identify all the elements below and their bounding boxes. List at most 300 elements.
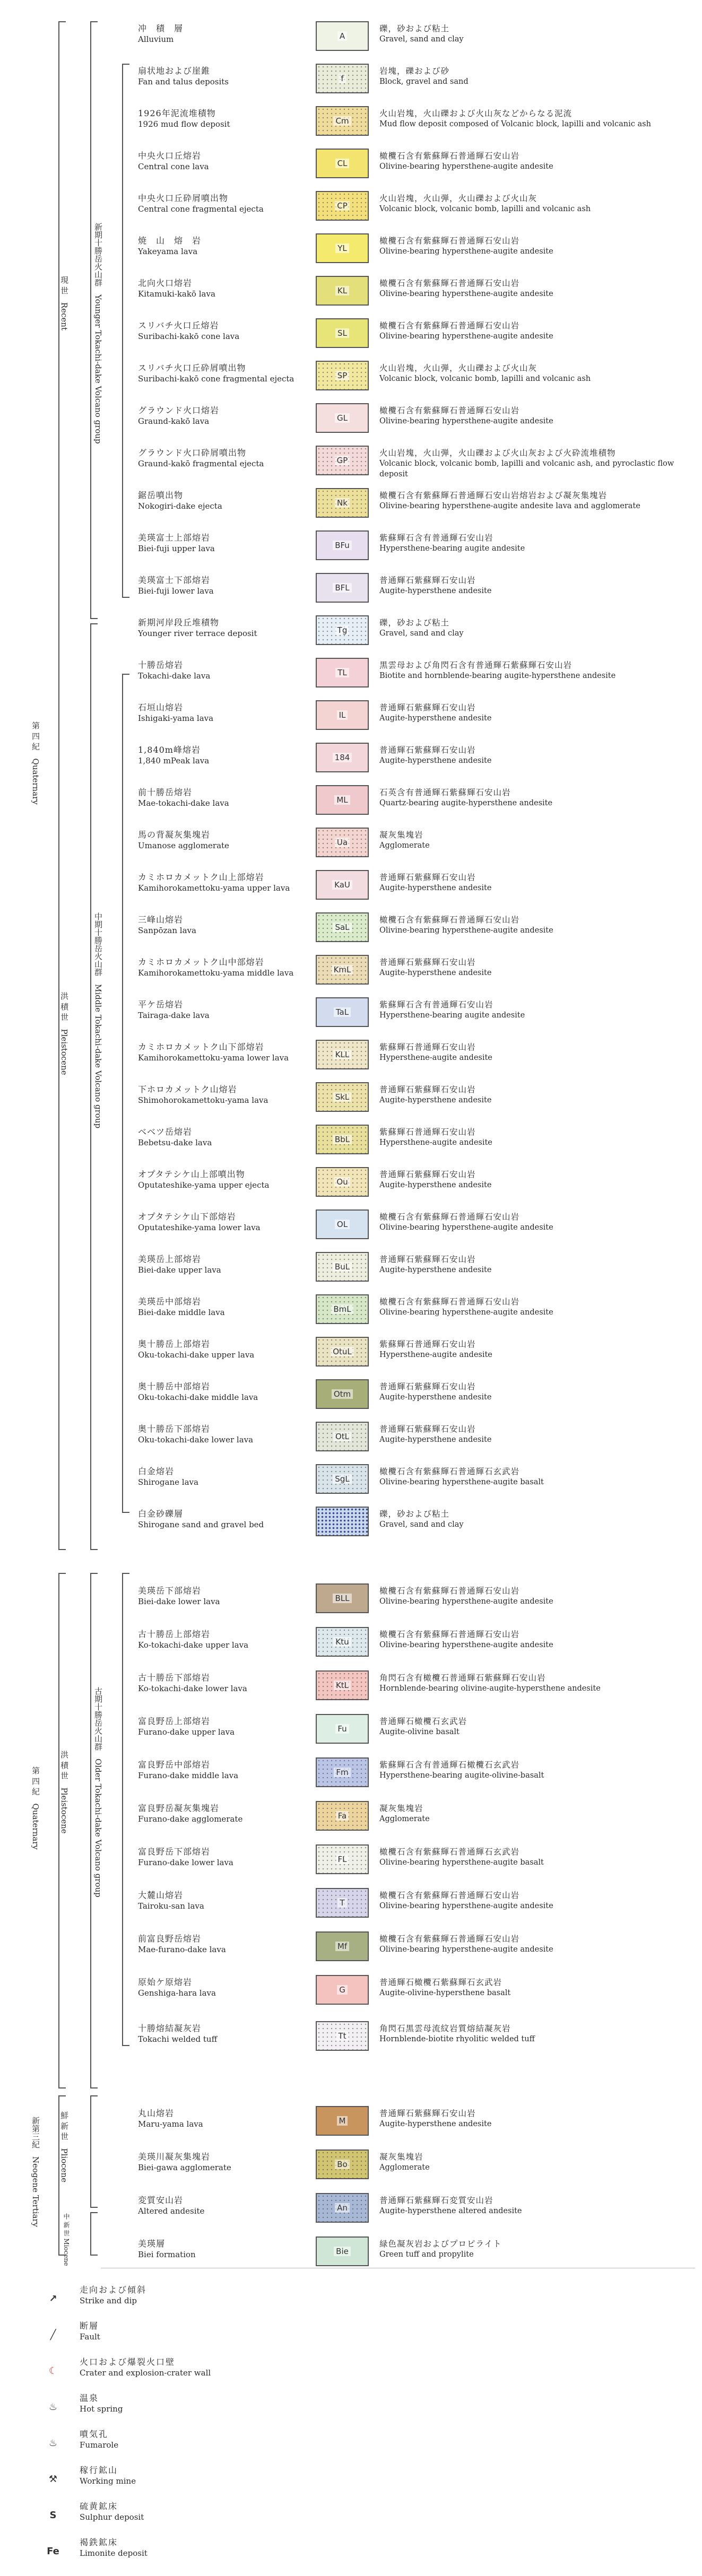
unit-name-jp: カミホロカメットク山中部熔岩 [138,957,264,967]
unit-name-jp: グラウンド火口熔岩 [138,405,220,415]
unit-description-jp: 橄欖石含有紫蘇輝石普通輝石安山岩熔岩および凝灰集塊岩 [379,491,608,500]
map-symbol-label [80,2501,144,2523]
bracket-cap [58,1573,66,1574]
bracket-cap [122,674,129,675]
unit-description-en: Augite-hypersthene andesite [379,1435,492,1444]
unit-name-jp: 新期河岸段丘堆積物 [138,617,220,628]
legend-row [138,950,690,992]
unit-name-en: Genshiga-hara lava [138,1988,216,1998]
neogene-label: 新第三紀 Neogene Tertiary [31,2117,40,2227]
unit-code: BmL [331,1304,353,1314]
unit-description-jp: 橄欖石含有紫蘇輝石普通輝石安山岩 [379,406,520,415]
unit-name [138,1803,313,1824]
map-symbol-en: Crater and explosion-crater wall [80,2368,211,2378]
unit-name [138,1890,313,1911]
unit-name-en: Yakeyama lava [138,247,198,256]
unit-symbol-swatch [316,573,369,603]
unit-name-en: Younger river terrace deposit [138,629,257,638]
recent-label: 現 世 Recent [59,276,69,330]
unit-description [379,957,692,978]
unit-description [379,1424,692,1445]
unit-name-jp: 大麓山熔岩 [138,1890,184,1900]
unit-name-en: Ko-tokachi-dake lower lava [138,1684,247,1693]
legend-row [138,2016,690,2058]
legend-row [138,398,690,440]
unit-name [138,2023,313,2044]
unit-description [379,1673,692,1694]
bracket-cap [90,2212,98,2213]
younger-group-label: 新期十勝岳火山群 Younger Tokachi-dake Volcano group [93,223,103,444]
unit-symbol-swatch [316,700,369,730]
unit-name-jp: オプタテシケ山上部噴出物 [138,1169,245,1179]
unit-symbol-swatch [316,276,369,306]
unit-name-en: Tokachi-dake lava [138,671,211,681]
map-symbol-row [27,2534,398,2576]
unit-code: KtL [334,1681,351,1690]
unit-symbol-swatch [316,615,369,645]
sulphur-icon: S [49,2509,57,2521]
map-symbol-label [80,2392,123,2415]
unit-name [138,363,313,384]
unit-name-en: Altered andesite [138,2206,205,2216]
unit-name [138,151,313,172]
unit-code: IL [337,710,348,720]
unit-name-jp: 富良野岳上部熔岩 [138,1716,211,1726]
bracket-cap [90,623,98,624]
unit-name [138,2108,313,2129]
unit-name [138,278,313,299]
unit-code: CP [335,201,350,211]
unit-symbol-swatch [316,785,369,815]
unit-description-jp: 普通輝石紫蘇輝石安山岩 [379,1255,476,1264]
unit-description-jp: 角閃石含有橄欖石普通輝石紫蘇輝石安山岩 [379,1673,546,1683]
unit-description [379,1296,692,1318]
unit-name [138,1254,313,1275]
unit-name-jp: 美瑛富士下部熔岩 [138,575,211,585]
unit-description-jp: 紫蘇輝石普通輝石安山岩 [379,1042,476,1052]
unit-description-jp: 橄欖石含有紫蘇輝石普通輝石安山岩 [379,321,520,330]
unit-name-en: Kamihorokamettoku-yama middle lava [138,968,294,978]
unit-name-jp: 美瑛岳中部熔岩 [138,1296,202,1307]
unit-name-en: Nokogiri-dake ejecta [138,501,222,511]
unit-description-jp: 火山岩塊，火山礫および火山灰などからなる泥流 [379,109,573,118]
unit-name-en: Mae-tokachi-dake lava [138,798,229,808]
unit-description-en: Olivine-bearing hypersthene-augite andesite [379,417,553,425]
unit-name-en: Biei formation [138,2250,196,2259]
unit-name-en: Furano-dake agglomerate [138,1814,243,1824]
unit-code: BFu [333,541,352,550]
legend-row [138,1331,690,1374]
map-symbol-en: Fault [80,2332,100,2342]
unit-name [138,1169,313,1190]
unit-description [379,1212,692,1233]
unit-name [138,787,313,808]
unit-symbol-swatch [316,828,369,857]
legend-row [138,440,690,483]
unit-name-en: Oputateshike-yama upper ejecta [138,1180,270,1190]
unit-code: BbL [333,1135,352,1144]
unit-description-en: Hornblende-bearing olivine-augite-hypersthene andesite [379,1684,601,1693]
unit-symbol-swatch [316,743,369,772]
unit-code: SgL [333,1474,351,1484]
unit-description-jp: 橄欖石含有紫蘇輝石普通輝石安山岩 [379,236,520,246]
unit-name-jp: 石垣山熔岩 [138,702,184,712]
legend-row [138,1204,690,1247]
unit-name-en: Oku-tokachi-dake lower lava [138,1435,254,1444]
unit-code: 184 [333,753,352,762]
unit-name [138,1977,313,1998]
unit-code: G [337,1985,348,1995]
map-symbol-en: Hot spring [80,2404,123,2414]
unit-name-en: Sanpōzan lava [138,926,196,935]
unit-description-en: Augite-hypersthene andesite [379,1393,492,1402]
unit-name [138,1716,313,1737]
unit-description-en: Augite-hypersthene andesite [379,587,492,595]
unit-code: GP [335,456,350,465]
unit-name-jp: 白金砂礫層 [138,1509,184,1519]
bracket-cap [58,2095,66,2096]
unit-name-en: Shirogane sand and gravel bed [138,1520,264,1529]
unit-description-en: Agglomerate [379,2163,430,2172]
unit-description [379,533,692,554]
unit-description [379,1169,692,1190]
unit-name-jp: 北向火口熔岩 [138,278,193,288]
unit-code: KL [335,286,349,295]
unit-description [379,1760,692,1781]
map-symbol-jp: 褐鉄鉱床 [80,2537,118,2547]
unit-description [379,1084,692,1106]
unit-description [379,1890,692,1911]
unit-name [138,1212,313,1233]
unit-description-en: Augite-hypersthene altered andesite [379,2207,522,2215]
unit-name-en: Central cone lava [138,162,209,171]
unit-code: Fu [335,1724,349,1734]
legend-row [138,1034,690,1077]
unit-description-jp: 黒雲母および角閃石含有普通輝石紫蘇輝石安山岩 [379,660,573,670]
unit-code: ML [334,795,350,805]
unit-name-en: Umanose agglomerate [138,841,229,850]
unit-code: Ua [335,838,350,847]
unit-code: Tt [336,2031,348,2041]
unit-symbol-swatch [316,1422,369,1451]
unit-name-jp: ベベツ岳熔岩 [138,1127,193,1137]
unit-code: SL [335,328,349,338]
unit-name [138,236,313,257]
unit-name [138,490,313,511]
unit-code: BuL [333,1262,352,1272]
unit-name [138,2152,313,2173]
legend-row [138,1796,690,1838]
unit-description-en: Olivine-bearing hypersthene-augite andesite [379,1641,553,1649]
unit-name-jp: 中央火口丘砕屑噴出物 [138,193,229,203]
bracket-cap [90,618,98,619]
legend-row [138,652,690,695]
unit-symbol-swatch [316,1888,369,1918]
unit-name-jp: グラウンド火口砕屑噴出物 [138,448,247,458]
unit-description-jp: 普通輝石紫蘇輝石変質安山岩 [379,2196,493,2205]
unit-code: f [339,74,345,83]
unit-symbol-swatch [316,64,369,93]
unit-code: BLL [333,1594,351,1603]
unit-name [138,1629,313,1650]
unit-name [138,1847,313,1868]
unit-name-jp: オプタテシケ山下部熔岩 [138,1212,236,1222]
unit-description [379,1803,692,1824]
unit-description-jp: 紫蘇輝石普通輝石安山岩 [379,1339,476,1349]
unit-name-jp: 1926年泥流堆積物 [138,108,216,118]
map-symbol-label [80,2465,136,2487]
older-group-bracket [122,1573,123,2045]
unit-name-en: 1926 mud flow deposit [138,119,230,129]
unit-description [379,702,692,724]
legend-row [138,1077,690,1119]
unit-description-jp: 橄欖石含有紫蘇輝石普通輝石安山岩 [379,915,520,925]
unit-name-jp: 鋸岳噴出物 [138,490,184,500]
unit-symbol-swatch [316,1464,369,1494]
unit-code: OtL [333,1432,351,1441]
unit-description-en: Volcanic block, volcanic bomb, lapilli and volcanic ash, and pyroclastic flow deposit [379,459,674,478]
legend-row [138,1970,690,2012]
unit-name-jp: 美瑛岳上部熔岩 [138,1254,202,1264]
unit-description-en: Augite-hypersthene andesite [379,1096,492,1104]
unit-description-en: Olivine-bearing hypersthene-augite andesite [379,332,553,341]
unit-description-en: Augite-hypersthene andesite [379,714,492,723]
unit-description [379,872,692,893]
unit-description-jp: 橄欖石含有紫蘇輝石普通輝石安山岩 [379,279,520,288]
legend-row [138,1883,690,1925]
unit-symbol-swatch [316,1209,369,1239]
unit-description [379,830,692,851]
unit-description-jp: 普通輝石紫蘇輝石安山岩 [379,2109,476,2118]
quaternary2-label: 第 四 紀 Quaternary [31,1766,40,1850]
unit-description-jp: 橄欖石含有紫蘇輝石普通輝石安山岩 [379,1297,520,1307]
unit-symbol-swatch [316,1844,369,1874]
unit-description-jp: 橄欖石含有紫蘇輝石普通輝石玄武岩 [379,1467,520,1476]
unit-description [379,1254,692,1275]
legend-row [138,780,690,822]
unit-description-jp: 紫蘇輝石含有普通輝石安山岩 [379,1000,493,1009]
legend-row [138,737,690,780]
unit-name [138,1586,313,1607]
unit-name [138,1084,313,1106]
unit-name [138,2239,313,2260]
unit-description [379,999,692,1021]
unit-name-jp: 古十勝岳下部熔岩 [138,1673,211,1683]
legend-row [138,1839,690,1882]
unit-name-jp: 古十勝岳上部熔岩 [138,1629,211,1639]
unit-name-jp: 白金熔岩 [138,1466,175,1476]
unit-name-jp: 変質安山岩 [138,2195,184,2205]
unit-symbol-swatch [316,912,369,942]
legend-row [138,525,690,568]
unit-description-en: Hypersthene-augite andesite [379,1138,492,1147]
unit-name-en: Biei-dake lower lava [138,1597,220,1606]
legend-row [138,610,690,652]
unit-symbol-swatch [316,870,369,900]
unit-name [138,108,313,129]
fault-icon: ╱ [50,2329,56,2340]
map-symbol-jp: 走向および傾斜 [80,2285,147,2295]
bracket-cap [122,2045,129,2046]
unit-description-jp: 普通輝石紫蘇輝石安山岩 [379,576,476,585]
unit-name-jp: 富良野岳中部熔岩 [138,1760,211,1770]
unit-name-en: Kamihorokamettoku-yama upper lava [138,883,290,893]
unit-code: SkL [333,1092,352,1102]
legend-row [138,483,690,525]
unit-description [379,1127,692,1148]
unit-name-en: Fan and talus deposits [138,77,229,86]
unit-description-en: Volcanic block, volcanic bomb, lapilli and volcanic ash [379,375,591,383]
unit-code: BFL [333,583,351,593]
legend-row [138,271,690,313]
crater-icon: ☾ [48,2365,58,2377]
unit-symbol-swatch [316,446,369,475]
unit-description-jp: 火山岩塊，火山弾，火山礫および火山灰および火砕流堆積物 [379,448,616,458]
unit-name-jp: カミホロカメットク山上部熔岩 [138,872,264,882]
unit-name-en: Furano-dake upper lava [138,1727,235,1737]
unit-code: OL [335,1220,350,1229]
map-symbol-label [80,2320,100,2343]
bracket-cap [122,597,129,598]
unit-description-jp: 普通輝石紫蘇輝石安山岩 [379,873,476,882]
unit-description-jp: 普通輝石紫蘇輝石安山岩 [379,958,476,967]
unit-description [379,1977,692,1998]
legend-row [138,865,690,907]
unit-symbol-swatch [316,530,369,560]
unit-code: Nk [335,498,350,508]
unit-description [379,1339,692,1360]
unit-symbol-swatch [316,1379,369,1409]
unit-symbol-swatch [316,1125,369,1154]
legend-row [138,2188,690,2230]
legend-row [138,1119,690,1162]
unit-description [379,660,692,681]
map-symbol-label [80,2284,146,2307]
unit-description-en: Gravel, sand and clay [379,1520,464,1529]
unit-description [379,23,692,45]
unit-name-en: Biei-dake middle lava [138,1308,225,1317]
unit-code: Bie [334,2247,351,2256]
unit-description [379,1629,692,1650]
unit-name-en: Tairoku-san lava [138,1901,204,1911]
unit-symbol-swatch [316,1801,369,1831]
unit-description [379,1716,692,1737]
unit-name-jp: 丸山熔岩 [138,2108,175,2118]
legend-row [138,1416,690,1459]
unit-description [379,2239,692,2260]
unit-symbol-swatch [316,2149,369,2179]
unit-description-jp: 紫蘇輝石含有普通輝石安山岩 [379,533,493,543]
legend-row [138,355,690,398]
unit-symbol-swatch [316,488,369,518]
unit-symbol-swatch [316,2236,369,2266]
unit-name-en: Biei-fuji lower lava [138,586,214,596]
unit-description-jp: 凝灰集塊岩 [379,1804,423,1813]
unit-description [379,1042,692,1063]
unit-code: Ou [334,1177,350,1187]
unit-name [138,448,313,469]
unit-code: M [337,2116,348,2126]
unit-code: KLL [333,1050,352,1059]
unit-symbol-swatch [316,1670,369,1700]
pleistocene-bracket [90,623,91,1549]
map-symbol-jp: 噴気孔 [80,2429,109,2439]
unit-description [379,2195,692,2216]
unit-description-jp: 凝灰集塊岩 [379,2152,423,2162]
unit-description-en: Olivine-bearing hypersthene-augite andesite [379,1223,553,1232]
legend-row [138,313,690,355]
middle-group-label: 中期十勝岳火山群 Middle Tokachi-dake Volcano group [93,912,103,1129]
unit-code: KaU [332,880,352,890]
unit-description-jp: 礫，砂および粘土 [379,618,450,628]
unit-description [379,278,692,299]
unit-name-en: Central cone fragmental ejecta [138,204,264,214]
unit-description-jp: 普通輝石紫蘇輝石安山岩 [379,1424,476,1434]
unit-description-en: Block, gravel and sand [379,77,469,86]
map-symbol-jp: 硫黄鉱床 [80,2501,118,2511]
unit-name-jp: 原始ケ原熔岩 [138,1977,193,1987]
unit-name-en: Kitamuki-kakō lava [138,289,215,299]
unit-name-jp: 下ホロカメットク山熔岩 [138,1084,237,1094]
unit-name-jp: 馬の背凝灰集塊岩 [138,830,211,840]
unit-description-jp: 橄欖石含有紫蘇輝石普通輝石安山岩 [379,1630,520,1639]
legend-row [138,822,690,865]
unit-description-en: Olivine-bearing hypersthene-augite andesite [379,1945,553,1954]
quaternary-label: 第 四 紀 Quaternary [31,721,40,805]
legend-row [138,1752,690,1795]
unit-code: YL [335,243,349,253]
unit-symbol-swatch [316,1627,369,1657]
unit-description [379,405,692,427]
unit-name-jp: 焼 山 熔 岩 [138,236,202,246]
unit-description-en: Olivine-bearing hypersthene-augite andesite [379,1902,553,1910]
unit-name-en: Shimohorokamettoku-yama lava [138,1095,268,1105]
unit-name-jp: 1,840m峰熔岩 [138,745,201,755]
map-symbol-jp: 温泉 [80,2393,99,2403]
bracket-cap [90,2095,98,2096]
unit-description-en: Augite-hypersthene andesite [379,969,492,977]
unit-description [379,448,692,480]
unit-description [379,575,692,596]
unit-name-jp: 美瑛富士上部熔岩 [138,533,211,543]
unit-name-en: Suribachi-kakō cone lava [138,332,240,341]
unit-symbol-swatch [316,1507,369,1536]
unit-name-en: Bebetsu-dake lava [138,1138,212,1147]
unit-name-jp: 富良野岳凝灰集塊岩 [138,1803,220,1813]
unit-name [138,1934,313,1955]
unit-code: Mf [335,1942,349,1951]
unit-description-en: Hypersthene-augite andesite [379,1054,492,1062]
unit-name-en: Ishigaki-yama lava [138,713,214,723]
unit-description-en: Olivine-bearing hypersthene-augite andesite lava and agglomerate [379,502,640,510]
unit-description-en: Augite-hypersthene andesite [379,1181,492,1189]
unit-symbol-swatch [316,21,369,51]
unit-description [379,1466,692,1487]
unit-description [379,1509,692,1530]
map-symbol-label [80,2429,118,2451]
unit-description-en: Hypersthene-augite andesite [379,1351,492,1359]
unit-description [379,193,692,214]
unit-name-en: Kamihorokamettoku-yama lower lava [138,1053,289,1063]
legend-row [138,1578,690,1621]
bracket-cap [90,2207,98,2208]
legend-row [138,101,690,143]
unit-name-jp: 富良野岳下部熔岩 [138,1847,211,1857]
unit-name-en: Oku-tokachi-dake upper lava [138,1350,255,1360]
unit-name-jp: スリバチ火口丘熔岩 [138,320,219,330]
legend-row [138,568,690,610]
unit-name-en: Tairaga-dake lava [138,1011,210,1020]
